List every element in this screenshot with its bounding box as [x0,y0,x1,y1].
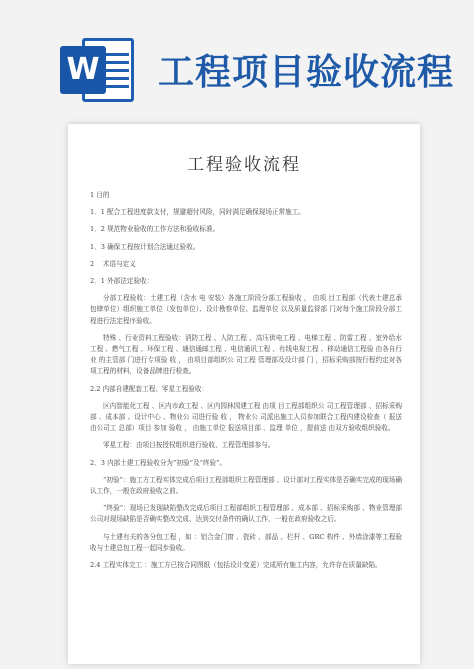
paragraph-internal-acceptance: 区内智能化工程 、区内市政工程 、区内园林园建工程 由项 目工程部组织公 司工程管理部 、招标采购部 、成本部 、设计中心 、物业公 司进行验 收 ， 物业公 司派出施工人员参加联合工程内建设检查（ 报送 由公司工 总部）项目 参加 验收 ， 由施工单位 报送项目部 、监理 单位 ，提前送 由双方验收组织验收。 [90,401,402,433]
document-title: 工程验收流程 [187,155,301,175]
paragraph-sectional-acceptance: 分部工程验收：土建工程（含水 电 安装）各施工阶段分部工程验收 ， 由项 目工程部（代表土建总承包肆单位）组织施工单位（发包单位）、设计勘察单位、监理单位 以及质量监督部 门对每个施工阶段分部工程进行法定程序验收。 [90,294,402,325]
word-badge: W [60,46,106,94]
paragraph-minor-works: 零星工程：由项目按授权组织进行验收，工程管理部参与。 [103,441,275,450]
banner-header [0,0,474,100]
document-body [90,190,402,571]
banner-title: 工程项目验收流程 [158,52,455,93]
paragraph-initial-inspection: “初验”：施工方工程实体完成后项目工程部组织工程管理部 、设计部对工程实体是否确实完成的现场确认工作，一般在政府验收之前。 [90,475,402,496]
clause-2-3: 2．3 内部土建工程验收分为“初验”及“终验”。 [90,458,227,467]
paragraph-special-acceptance: 特殊 、行业资料工程验收：消防工程 、人防工程 、高压供电工程 、电梯工程 、防雷工程 、室外给水工程 、燃气工程 、环保工程 、通信通邮工程 、电信通讯工程 、有线电视工程 、移动通信工程验 由各自行业 的主管部 门进行专项验 收 ， 由项目部组织公 司工程 管理部及设计部 门 ，招标采购部按行程约定对各项工程的材料，设备品牌进行检查。 [90,333,402,376]
clause-1-3: 1．3 确保工程按计划合法通过验收。 [90,242,200,251]
paragraph-final-inspection: “终验”：现场已发现缺陷整改完成后项目工程部组织工程管理部 、成本部 、招标采购部 、物业管理部公司对现场缺陷是否确实整改完成、达到交付条件的确认工作，一般在政府验收之后。 [90,504,402,524]
paragraph-subcontract: 与土建有关的各分包工程 ，如 ：铝合金门窗 、瓷砖 、部品 、栏杆 、GRC 构件 、外墙涂漆等工程验收与土建总包工程一起同步验收。 [90,532,402,552]
clause-2-1: 2．1 外部法定验收： [90,277,154,286]
heading-terms: 2 术语与定义 [90,259,136,268]
clause-2-2: 2.2 内部自建配套工程、零星工程验收： [90,384,209,393]
word-document-icon [60,38,136,102]
clause-2-4: 2.4 工程实体完工 ：施工方已按合同图纸（包括设计变更）完成所有施工内容，允许存在质量缺陷。 [90,561,382,570]
clause-1-2: 1．2 规范物业验收的工作方法和验收标准。 [90,225,220,234]
document-page [68,124,420,664]
clause-1-1: 1．1 配合工程进度款支付，规避超付风险，同时满足确保现场正常施工。 [90,208,305,217]
heading-purpose: 1 目的 [90,191,110,199]
